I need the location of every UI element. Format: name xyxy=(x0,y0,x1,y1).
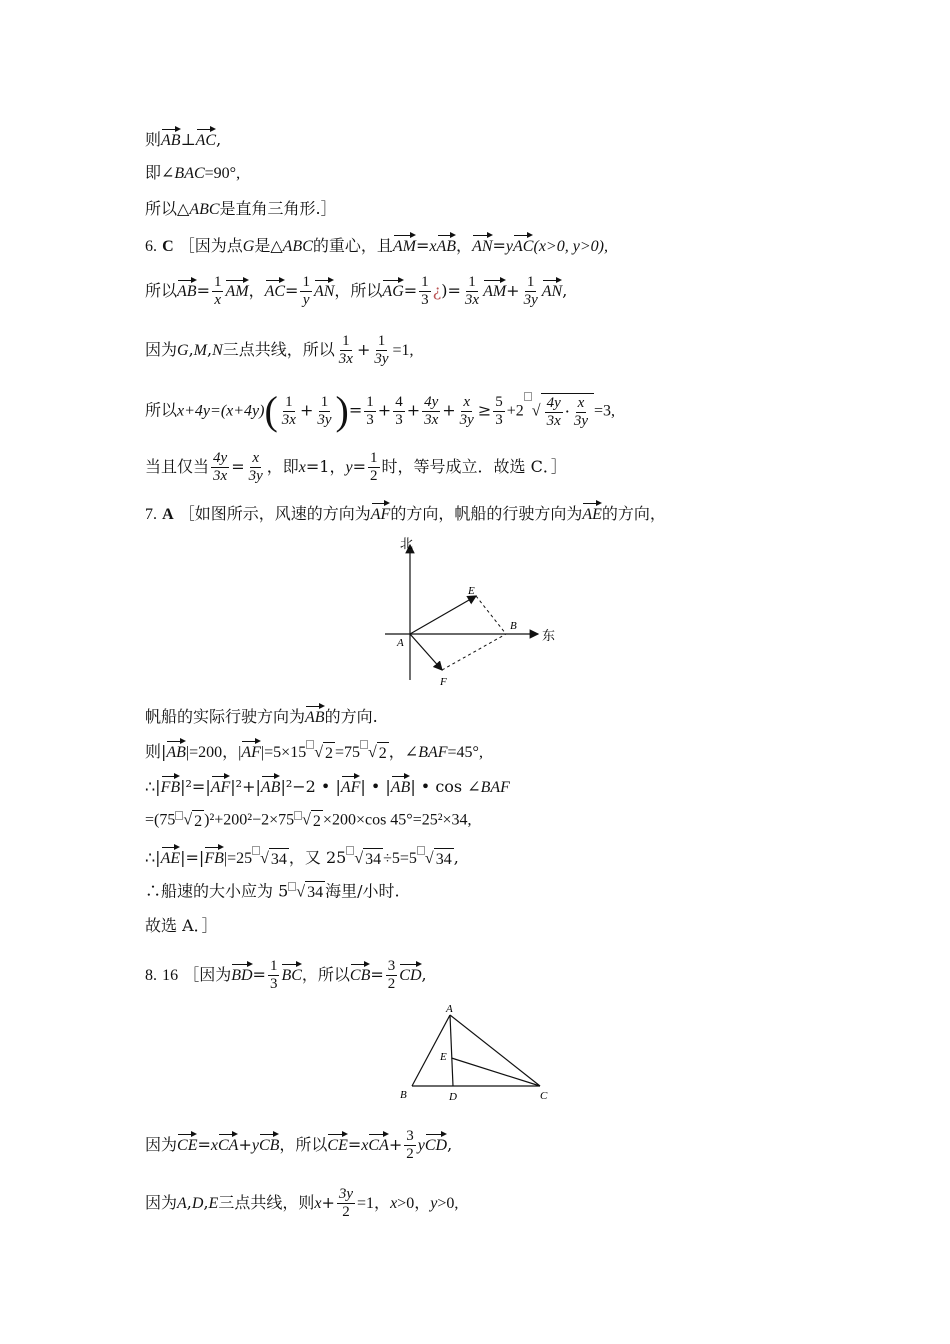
fraction: $\frac{1}{3x}$ xyxy=(338,333,353,367)
vector-ac: AC xyxy=(265,278,285,302)
sqrt-icon: √ xyxy=(424,850,434,867)
text: = xyxy=(415,236,430,255)
label-a: A xyxy=(397,637,404,649)
line-11: 则|AB|=200，|AF|=5×15 √ 2 =75 √ 2 ，∠BAF=45°, xyxy=(145,739,483,764)
line-2 xyxy=(145,163,240,184)
text: 则 xyxy=(145,130,162,149)
line-3 xyxy=(145,199,337,220)
left-paren: ( xyxy=(264,388,278,433)
line-12: ∴|FB|²=|AF|²+|AB|²−2 • |AF| • |AB| • cos ∠BAF xyxy=(145,774,510,798)
dashed-eb xyxy=(476,596,506,634)
text: 当且仅当 xyxy=(145,457,210,476)
label-e: E xyxy=(468,585,475,597)
var-g: G xyxy=(177,342,189,359)
vector-am: AM xyxy=(483,278,506,302)
fraction: $\frac{1}{3x}$ xyxy=(464,274,480,308)
triangle-figure xyxy=(390,1000,560,1110)
line-14: ∴|AE|=|FB|=25 √ 34 ，又 25 √ 34 ÷5=5 √ 34 , xyxy=(145,845,459,870)
vector-af-line xyxy=(410,634,442,670)
fraction: $\frac{1}{3}$ xyxy=(366,393,374,428)
line-16: 故选 A．］ xyxy=(145,916,218,935)
vector-ab: AB xyxy=(437,233,457,257)
vector-ae: AE xyxy=(161,845,181,869)
vector-ab: AB xyxy=(305,704,325,728)
perp-symbol: ⊥ xyxy=(180,130,196,149)
label-b: B xyxy=(400,1089,407,1101)
line-5 xyxy=(145,274,567,309)
problem-8-header: 8. 16 ［因为BD= $\frac{1}{3}$ BC，所以CB= $\frac{3}{2}$ CD, xyxy=(145,958,427,992)
fraction: $\frac{3}{2}$ xyxy=(387,958,396,992)
wind-vector-figure xyxy=(360,530,570,690)
text: 所以△ xyxy=(145,199,190,218)
sqrt-icon: √ xyxy=(296,883,306,901)
sqrt-icon: √ xyxy=(314,744,323,761)
missing-glyph-box xyxy=(524,392,532,401)
line-13: =(75 √ 2 )²+200²−2×75 √ 2 ×200×cos 45°=25²×34, xyxy=(145,811,472,830)
sqrt-icon: √ xyxy=(531,402,541,420)
text: 因为 xyxy=(145,340,178,359)
segment-ad xyxy=(450,1015,453,1086)
text: ， xyxy=(248,281,265,300)
vector-ce: CE xyxy=(327,1132,347,1156)
vector-cd: CD xyxy=(399,962,421,986)
var-n: N xyxy=(212,342,223,359)
text: 所以 xyxy=(145,281,178,300)
vector-ac: AC xyxy=(513,233,533,257)
fraction: $\frac{4y}{3x}$ xyxy=(213,450,228,484)
text: + xyxy=(506,281,520,300)
vector-bc: BC xyxy=(281,962,301,986)
vector-ca: CA xyxy=(368,1132,388,1156)
fraction: $\frac{3}{2}$ xyxy=(406,1128,414,1162)
segment-ec xyxy=(452,1058,541,1086)
text: = xyxy=(492,236,506,255)
problem-number: 6. xyxy=(145,238,157,255)
text: ［因为点 xyxy=(178,236,243,255)
text: ，所以 xyxy=(334,281,383,300)
vector-cb: CB xyxy=(259,1132,279,1156)
fraction: $\frac{4y}{3x}$ xyxy=(424,393,439,428)
line-7: 所以x+4y=(x+4y)( $\frac{1}{3x}$ + $\frac{1}{3y}$ )= $\frac{1}{3}$ + $\frac{4}{3}$ + $\frac{4y}{3x}$ + $\frac{x}{3y}$ ≥ $\frac{5}{3}$ +2 √ $\frac{4y}{3x}$ · $\frac{x}{3y}$ =3, xyxy=(145,388,616,433)
vector-ab: AB xyxy=(391,774,411,798)
vector-ae: AE xyxy=(582,501,602,525)
label-north: 北 xyxy=(400,536,414,551)
fraction: $\frac{1}{2}$ xyxy=(370,450,378,484)
fraction: $\frac{5}{3}$ xyxy=(495,393,503,428)
text: 的重心，且 xyxy=(312,236,393,255)
fraction: $\frac{1}{3}$ xyxy=(421,274,429,308)
vector-ab: AB xyxy=(161,127,181,151)
expression: x+4y=(x+4y) xyxy=(177,402,265,420)
var-y: y xyxy=(505,238,514,255)
text: = xyxy=(403,281,418,300)
var-x: x xyxy=(429,238,437,255)
text: 即∠ xyxy=(145,163,175,182)
vector-ag: AG xyxy=(382,278,403,302)
fraction: $\frac{1}{3y}$ xyxy=(317,393,332,428)
vector-af: AF xyxy=(241,739,261,763)
vector-ab: AB xyxy=(261,774,281,798)
text: )= xyxy=(441,281,461,300)
vector-am: AM xyxy=(225,278,248,302)
vector-an: AN xyxy=(472,233,492,257)
line-8: 当且仅当 $\frac{4y}{3x}$ = $\frac{x}{3y}$ ，即x=1，y= $\frac{1}{2}$ 时，等号成立．故选 C．］ xyxy=(145,450,567,484)
line-6: 因为G,M,N三点共线，所以 $\frac{1}{3x}$ + $\frac{1}{3y}$ =1, xyxy=(145,333,414,367)
triangle-abc: ABC xyxy=(189,201,220,218)
vector-ab: AB xyxy=(177,278,197,302)
sqrt-icon: √ xyxy=(260,850,269,867)
answer-label: A xyxy=(162,506,174,523)
vector-an: AN xyxy=(314,278,334,302)
fraction: $\frac{1}{y}$ xyxy=(302,274,310,308)
triangle-abc: ABC xyxy=(282,238,313,255)
label-e: E xyxy=(440,1051,447,1063)
fraction: $\frac{1}{3y}$ xyxy=(374,333,389,367)
side-ac xyxy=(450,1015,540,1086)
fraction: $\frac{1}{3y}$ xyxy=(523,274,538,308)
text: =90°, xyxy=(204,165,241,182)
var-m: M xyxy=(193,342,207,359)
vector-bd: BD xyxy=(231,962,252,986)
text: = xyxy=(285,281,299,300)
problem-number: 7. xyxy=(145,506,157,523)
text: 的方向，帆船的行驶方向为 xyxy=(390,504,583,523)
sqrt-icon: √ xyxy=(368,744,377,761)
vector-af: AF xyxy=(341,774,361,798)
condition: (x>0, y>0), xyxy=(533,238,608,255)
text: 是直角三角形.］ xyxy=(219,199,337,218)
sqrt-icon: √ xyxy=(183,811,193,829)
vector-ab: AB xyxy=(166,739,186,763)
glyph: ¿ xyxy=(432,281,442,300)
text: 三点共线，所以 xyxy=(222,340,335,359)
vector-fb: FB xyxy=(161,774,181,798)
label-b: B xyxy=(510,620,517,632)
vector-cb: CB xyxy=(350,962,370,986)
vector-am: AM xyxy=(393,233,416,257)
text: 的方向， xyxy=(601,504,666,523)
label-east: 东 xyxy=(542,628,556,643)
text: ［如图所示，风速的方向为 xyxy=(178,504,371,523)
right-paren: ) xyxy=(335,388,349,433)
text: , xyxy=(562,281,568,300)
fraction: $\frac{1}{3x}$ xyxy=(281,393,296,428)
fraction: $\frac{x}{3y}$ xyxy=(459,393,474,428)
line-18: 因为CE=xCA+yCB，所以CE=xCA+ $\frac{3}{2}$ yCD, xyxy=(145,1128,453,1162)
vector-af: AF xyxy=(211,774,231,798)
problem-number: 8. xyxy=(145,967,157,984)
line-1 xyxy=(145,127,221,151)
vector-ac: AC xyxy=(196,127,216,151)
text: ， xyxy=(456,236,473,255)
var-g: G xyxy=(242,238,255,255)
vector-ae-line xyxy=(410,596,476,634)
line-19: 因为A,D,E三点共线，则x+ $\frac{3y}{2}$ =1，x>0，y>0, xyxy=(145,1186,459,1220)
dashed-fb xyxy=(442,634,506,670)
label-c: C xyxy=(540,1090,548,1102)
answer-label: 16 xyxy=(162,967,179,984)
text: = xyxy=(196,281,210,300)
problem-7-header xyxy=(145,501,666,525)
fraction: $\frac{3y}{2}$ xyxy=(338,1186,354,1220)
problem-6-header xyxy=(145,233,608,257)
vector-cd: CD xyxy=(425,1132,447,1156)
line-15: ∴船速的大小应为 5 √ 34 海里/小时. xyxy=(145,881,400,901)
vector-af: AF xyxy=(371,501,391,525)
radicand: $\frac{4y}{3x}$ · $\frac{x}{3y}$ xyxy=(541,393,594,430)
fraction: $\frac{1}{x}$ xyxy=(213,274,222,308)
label-d: D xyxy=(449,1091,457,1103)
line-10: 帆船的实际行驶方向为AB的方向. xyxy=(145,704,378,728)
answer-label: C xyxy=(162,238,174,255)
vector-ca: CA xyxy=(218,1132,238,1156)
text: 所以 xyxy=(145,400,178,420)
vector-an: AN xyxy=(542,278,562,302)
vector-ce: CE xyxy=(177,1132,197,1156)
angle-bac: BAC xyxy=(174,165,205,182)
text: , xyxy=(216,130,222,149)
fraction: $\frac{4}{3}$ xyxy=(395,393,403,428)
vector-fb: FB xyxy=(204,845,224,869)
text: 是△ xyxy=(254,236,283,255)
fraction: $\frac{x}{3y}$ xyxy=(248,450,263,484)
fraction: $\frac{1}{3}$ xyxy=(269,958,278,992)
sqrt-icon: √ xyxy=(302,811,311,829)
label-f: F xyxy=(440,676,447,688)
sqrt-icon: √ xyxy=(354,850,364,867)
label-a: A xyxy=(446,1003,453,1015)
